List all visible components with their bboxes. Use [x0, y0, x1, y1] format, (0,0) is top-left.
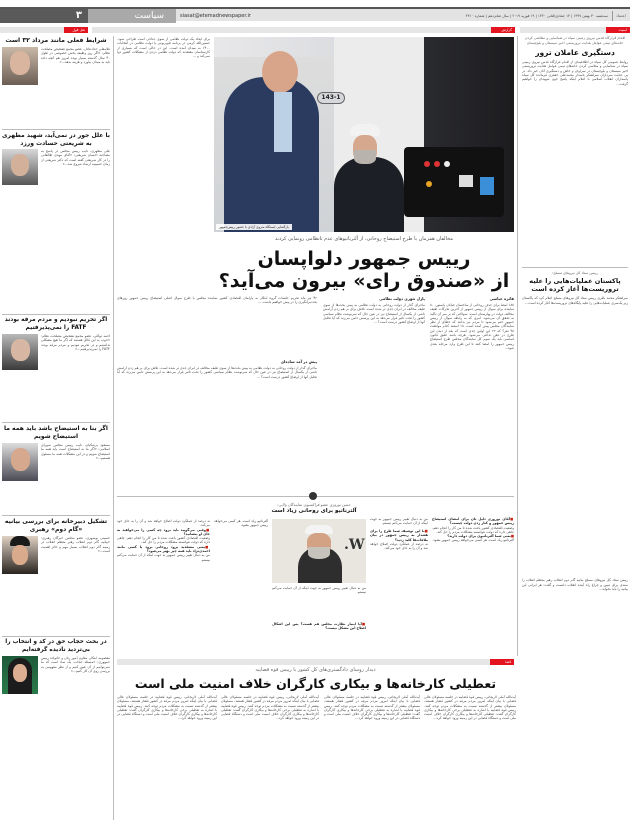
person-left-shirt — [274, 92, 292, 152]
quote-headline: تشکیل دبیرخانه برای بررسی بیانیه «گام دوم» رهبری — [4, 518, 108, 533]
quote-content — [2, 334, 110, 420]
main-kicker: مخالفان همزمان با طرح استیضاح روحانی، از آلترناتیوهای عدم تانظامی رونمایی کردند — [274, 236, 453, 242]
panel-button — [444, 161, 450, 167]
beard — [354, 150, 376, 164]
question-2: ■یعنی شما آلترناتیوی برای دولت دارید؟ — [447, 534, 514, 539]
float-spacer — [2, 443, 41, 483]
quote-headline: اگر تحریم نبودیم و مردم مرفه بودند FATF را نمی‌پذیرفتیم — [4, 317, 108, 331]
quote-body-wrap — [2, 149, 110, 312]
float-spacer — [2, 47, 41, 87]
article-col-1-text: ۱۸۸ امضا برای حذف روحانی از ساختمان خیابان پاستور. ۸۰ نماینده برای سوال از رییس جمهور از آخرین تحرکات طیف مخالف دولت در پهارستان است. سوالاتی که بر سر آن تاکید به تحقق آن می‌شود. امری که به رابطه سوال از رییس جمهور ختم می‌شود تا مردم نیز بدانند که خطای از نظر نمایندگان مجلس پیش آمده است. ۱۸ اسفند کدام موافقت ۹۸ نفر؟ که ۲۲ این اولین جدی است که بعد از دیدن این طرح در ذهن تداعی می‌شود. هرچه باشد طبق قانون اساسی باید یک سوم کل نمایندگان مجلس طرح استیضاح رییس جمهور را امضا کنند تا این طرح وارد مرحله بعدی شود... — [430, 303, 514, 350]
answer-5: من به دنبال تغییر رییس جمهور به جهت اینکه از آن حمایت می‌کنم نیستم. — [117, 553, 210, 562]
divider — [2, 422, 110, 423]
interview-photo-side-text: من به دنبال تغییر رییس جمهور به جهت اینکه از آن حمایت می‌کنم نیستم. — [272, 586, 366, 595]
bottom-col-1: آیت‌الله آملی لاریجانی، رییس قوه قضاییه در جلسه مسئولان عالی قضایی با بیان اینکه امروز مردم مرفه در کشور فشار هستند، مسئولان بیشتر از گذشته نسبت به مشکلات مردم توجه کنند. رییس قوه قضاییه با اشاره به تعطیلی برخی کارخانه‌ها و بیکاری کارگران گفت: تعطیلی کارخانه‌ها و بیکاری کارگران خلاف امنیت ملی است و دستگاه قضایی در این زمینه ورود خواهد کرد... — [424, 695, 516, 721]
quote-body: حسینی بوشهری، عضو مجلس خبرگان رهبری: «بیانیه گام دوم انقلاب رهبر معظم انقلاب در زمینه گام دوم انقلاب بسیار مهم و حائز اهمیت است...» — [41, 536, 110, 553]
bottom-col-2: آیت‌الله آملی لاریجانی، رییس قوه قضاییه در جلسه مسئولان عالی قضایی با بیان اینکه امروز مردم مرفه در کشور فشار هستند، مسئولان بیشتر از گذشته نسبت به مشکلات مردم توجه کنند. رییس قوه قضاییه با اشاره به تعطیلی برخی کارخانه‌ها و بیکاری کارگران گفت: تعطیلی کارخانه‌ها و بیکاری کارگران خلاف امنیت ملی است و دستگاه قضایی در این زمینه ورود خواهد کرد... — [324, 695, 420, 721]
section-title: سیاست — [88, 9, 176, 23]
main-headline — [214, 248, 514, 292]
main-headline-line2: از «صندوق رای» بیرون می‌آید؟ — [218, 270, 510, 292]
quote-body-wrap — [2, 334, 110, 420]
quote-item — [2, 317, 110, 420]
article-col-3 — [117, 296, 317, 486]
bottom-bar — [117, 659, 514, 665]
quote-body: معصومه ابتکار، معاون امور زنان و خانواده رییس جمهوری: «مسئله حجاب، یک نماد است که ما نمی‌توانیم از آن عبور کنیم و از نظر مفهومی به بررسی روی آن کار کنیم...» — [41, 656, 110, 673]
byline: فائزه عباسی — [489, 296, 514, 301]
float-spacer — [2, 656, 41, 696]
panel-button — [424, 161, 430, 167]
quote-item — [2, 132, 110, 312]
tag-judiciary: قضا — [490, 659, 514, 665]
section-email[interactable]: siasat@etemadnewspaper.ir — [180, 13, 251, 19]
quote-body: غلامعلی حدادعادل، عضو مجمع تشخیص مصلحت نظام: «اگر روز وظیفه بخش خصوصی در طول ۴۰ سال گذشته بسیار بوده امروز هم آنچه داده باید به میدان بیاورد و هزینه بدهد...» — [41, 47, 110, 64]
question-6-text: آیا اینبار نظارت مجلس هم هست؟ پس این اشکال اصلاح این مشکل نیست؟ — [272, 622, 366, 631]
quote-content — [2, 443, 110, 513]
question-3: ■با این توصیف شما طرح را برای هشدار به رییس جمهور در بیان ملاقات‌ها کلید زدید؟ — [370, 529, 428, 542]
question-5: ■یعنی معتقدید برود روحانی برود یا کسی مانند احمدی‌نژاد باید همه چیز بهتر می‌شود؟ — [117, 544, 210, 554]
float-spacer — [2, 334, 41, 372]
right-column — [522, 36, 628, 658]
newspaper-logo: اعتماد — [612, 11, 626, 21]
page-number: ۳ — [0, 9, 88, 23]
interview-col-1 — [432, 517, 514, 628]
answer-3b: نه درصد از عملکرد دولت اصلاح خواهد شد و آن را به جای خود می‌کند. — [370, 541, 428, 551]
quote-headline: با علل جور در نمی‌آید، شهید مطهری به شریعتی حسادت ورزد — [2, 132, 110, 147]
story2-body: سرلشکر محمد باقری رییس ستاد کل نیروهای مسلح اعلام کرد که پاکستان زیر یک‌سری عملیات‌هایی را علیه پایگاه‌های تروریست‌ها آغاز کرده است... — [522, 296, 628, 305]
quote-item — [2, 639, 110, 746]
left-divider — [113, 36, 114, 820]
person-left-suit — [224, 77, 319, 232]
interview-col-5 — [272, 586, 366, 631]
person-left-face — [262, 51, 298, 93]
question-2-text: یعنی شما آلترناتیوی برای دولت دارید؟ — [447, 534, 511, 539]
question-4-text: وقتی می‌گویید باید برود چه کسی را می‌خواهید به جای او بنشانید؟ — [117, 527, 210, 536]
masthead — [0, 7, 630, 21]
photo-metro — [214, 37, 514, 232]
answer-4: نه درصد از عملکرد دولت اصلاح خواهد شد و آن را به جای خود می‌کند. — [117, 519, 210, 528]
story1-headline: دستگیری عاملان ترور — [535, 48, 615, 58]
person-center-robe — [334, 157, 404, 232]
article-col-2 — [323, 296, 425, 493]
interview-kicker: حسن نوروزی عضو فراکسیون نمایندگان ولایی: — [277, 502, 351, 507]
center-column-bar — [92, 27, 515, 33]
photo-nowruzi — [272, 519, 366, 583]
right-divider — [517, 36, 518, 656]
quote-item — [2, 425, 110, 513]
quote-body: علی مطهری، نایب رییس مجلس در پاسخ به مصاحبه احسان شریعتی: «آقای مهدی طالقانی را در کار شریعتی گفته است که دکتر شریعتی از زمان حسینیه ارشاد شروع شد...» — [41, 149, 110, 166]
quote-body-wrap — [2, 443, 110, 513]
center-side-text: برای ایجاد یک دولت نظامی از سوی جناحی است طراحی شود. حسین‌الله کرمی در برنامه تلویزیونی با دولت نظامی در انتخابات ۱۴۰۰ به میدان آمده است. این در حالی است که بسیاری از کارشناسان معتقدند که دولت نظامی دردی از مشکلات کشور دوا نمی‌کند و ... — [117, 37, 210, 59]
quote-headline: شرایط فعلی مانند مرداد ۳۲ است — [5, 37, 107, 44]
subhead-intro: پیش در آمد ساده‌ای — [280, 359, 317, 364]
photo-caption: بازگشایی ایستگاه متروی آزادی با حضور رییس‌جمهور — [216, 224, 292, 230]
article-col-1 — [430, 296, 514, 493]
float-spacer — [2, 536, 41, 576]
answer-4b: وضعیت اقتصادی کشور باعث شده تا من کار را انجام دهم. چاهی داره که دولت نتوانسته مشکلات مردم را حل کند. — [117, 536, 210, 545]
quote-content — [2, 656, 110, 746]
interview-col-4 — [117, 519, 210, 613]
left-column — [2, 37, 110, 746]
right-column-bar — [520, 27, 630, 33]
story-divider — [522, 267, 628, 268]
bottom-col-4: آیت‌الله آملی لاریجانی، رییس قوه قضاییه در جلسه مسئولان عالی قضایی با بیان اینکه امروز مردم مرفه در کشور فشار هستند، مسئولان بیشتر از گذشته نسبت به مشکلات مردم توجه کنند. رییس قوه قضاییه با اشاره به تعطیلی برخی کارخانه‌ها و بیکاری کارگران گفت: تعطیلی کارخانه‌ها و بیکاری کارگران خلاف امنیت ملی است و دستگاه قضایی در این زمینه ورود خواهد کرد... — [117, 695, 217, 721]
question-1-text: آقای نوروزی دلیل تان برای امضای استیضاح رییس جمهور و کنار زدن دولت چیست؟ — [432, 517, 514, 526]
bottom-kicker: دیدار روسای دادگستری‌های کل کشور با رییس قوه قضاییه — [255, 667, 376, 673]
control-panel — [404, 147, 504, 217]
question-5-text: یعنی معتقدید برود روحانی برود یا کسی مانند احمدی‌نژاد باید همه چیز بهتر می‌شود؟ — [117, 544, 210, 554]
divider — [2, 314, 110, 315]
answer-3: من به دنبال تغییر رییس جمهور به جهت اینکه از آن حمایت می‌کنم نیستم. — [370, 517, 428, 526]
answer-2: آلترناتیو زیاد است. هر کسی می‌خواهد رییس جمهور بشود. — [432, 538, 514, 543]
quote-content — [2, 47, 110, 127]
answer-1: وضعیت اقتصادی کشور باعث شده تا من کار را انجام دهم. چاهی داره که دولت نتوانسته مشکلات مردم را حل کند. — [432, 525, 514, 534]
quote-item — [2, 37, 110, 127]
interview-col-2 — [370, 517, 428, 642]
question-1: ■آقای نوروزی دلیل تان برای امضای استیضاح رییس جمهور و کنار زدن دولت چیست؟ — [432, 517, 514, 526]
train-number-badge: 143-1 — [317, 92, 345, 104]
subhead-military-govt: پازل تئوری دولت نظامی — [379, 296, 425, 301]
interview-col-3 — [214, 519, 268, 639]
beard — [308, 547, 330, 559]
article-col-2-text: ماجرای گذار از دولت روحانی به دولت نظامی به پیش بحث‌ها از سوی طیف مخالف در ایران جدی تر شده است. تلاش برای بر هم زدن آرامش ناشی از یکسال از استیضاح نیز در عین حال که سرنوشت نظام سیاسی کشور را تحت تاثیر قرار می‌دهد به این پرسش دامن می‌زند که آیا تحلیل آنها از اوضاع کشور درست است؟ ... — [323, 303, 425, 325]
quote-icon — [309, 492, 317, 500]
interview-col-3-text: آلترناتیو زیاد است. هر کسی می‌خواهد رییس جمهور بشود. — [214, 519, 268, 528]
article-col-3-text: ۴۲ تیر ماه تحریم جلسات گروه ابتکار به پارلمان اقتصادی کشور نماینده مجلس با طرح سوال اصلی استیضاح رییس جمهور روزهای بحث‌برانگیزی را در پیش خواهیم داشت ... — [117, 296, 317, 305]
story3-body: رییس ستاد کل نیروهای مسلح بیانیه گام دوم انقلاب رهبر معظم انقلاب را سندی برای تبیین و چراغ راه آینده انقلاب دانست و گفت: هر ایرانی این بیانیه را باید بخواند... — [522, 578, 628, 592]
quote-content — [2, 149, 110, 312]
panel-button — [434, 161, 440, 167]
main-headline-line1: رییس جمهور دلواپسان — [257, 248, 471, 270]
quote-body-wrap — [2, 536, 110, 634]
story1-kicker: اقدام قرارگاه قدس نیروی زمینی سپاه در شناسایی و متلاشی کردن خانه‌های تیمی عوامل هدایت تروریستی اخیر سیستان و بلوچستان — [524, 36, 626, 45]
panel-screen — [480, 177, 494, 195]
tag-security: امنیت — [606, 27, 630, 33]
float-spacer — [2, 149, 41, 187]
divider — [2, 636, 110, 637]
quote-body-wrap — [2, 656, 110, 746]
tag-quote: نقل قول — [64, 27, 88, 33]
quote-body-wrap — [2, 47, 110, 127]
quote-content — [2, 536, 110, 634]
quote-body: احمد توکلی، عضو مجمع تشخیص مصلحت نظام: «خوب به این قائل هستند که اگر ما هیچ مشکلی نداشتیم و در تحریم نبودیم و مردم مرفه بودند FATF را نمی‌پذیرفتیم...» — [41, 334, 110, 351]
bottom-col-3: آیت‌الله آملی لاریجانی، رییس قوه قضاییه در جلسه مسئولان عالی قضایی با بیان اینکه امروز مردم مرفه در کشور فشار هستند، مسئولان بیشتر از گذشته نسبت به مشکلات مردم توجه کنند. رییس قوه قضاییه با اشاره به تعطیلی برخی کارخانه‌ها و بیکاری کارگران گفت: تعطیلی کارخانه‌ها و بیکاری کارگران خلاف امنیت ملی است و دستگاه قضایی در این زمینه ورود خواهد کرد... — [221, 695, 319, 721]
quote-body: مسعود پزشکیان، نایب رییس مجلس شورای اسلامی: «اگر بنا به استیضاح است باید همه ما استیضاح شویم و در این مشکلات همه ما مسئول هستیم...» — [41, 443, 110, 460]
panel-button — [426, 181, 432, 187]
divider — [2, 515, 110, 516]
quote-headline: در بحث حجاب حق در کد و انتخاب را بی‌تردید نادیده گرفته‌ایم — [5, 639, 107, 653]
left-column-bar — [0, 27, 88, 33]
divider — [2, 129, 110, 130]
bottom-headline: تعطیلی کارخانه‌ها و بیکاری کارگران خلاف امنیت ملی است — [134, 676, 497, 691]
question-3-text: با این توصیف شما طرح را برای هشدار به رییس جمهور در بیان ملاقات‌ها کلید زدید؟ — [370, 529, 428, 542]
tag-report: گزارش — [491, 27, 515, 33]
article-col-3b-text: ماجرای گذار از دولت روحانی به دولت نظامی به پیش بحث‌ها از سوی طیف مخالف در ایران جدی تر شده است. تلاش برای بر هم زدن آرامش ناشی از یکسال از استیضاح نیز در عین حال که سرنوشت نظام سیاسی کشور را تحت تاثیر قرار می‌دهد به این پرسش دامن می‌زند که آیا تحلیل آنها از اوضاع کشور درست است؟ ... — [117, 366, 317, 379]
question-6: ■آیا اینبار نظارت مجلس هم هست؟ پس این اشکال اصلاح این مشکل نیست؟ — [272, 622, 366, 631]
date-line: سه‌شنبه ۳۰ بهمن ۱۳۹۷ | ۱۴ جمادی‌الثانی ۱۴۴۰ | ۱۹ فوریه ۲۰۱۹ | سال شانزدهم | شماره ۴۳۱۰ — [465, 14, 608, 18]
story2-headline: پاکستان عملیات‌هایی را علیه تروریست‌ها آغاز کرده است — [529, 277, 621, 294]
quote-headline: اگر بنا به استیضاح باشد باید همه ما استیضاح شویم — [4, 425, 108, 440]
background-logo: W. — [344, 537, 365, 553]
story1-body: روابط عمومی کل سپاه در اطلاعیه‌ای از اقدام قرارگاه قدس نیروی زمینی سپاه در شناسایی و متلاشی کردن خانه‌های تیمی عوامل هدایت تروریستی اخیر سیستان و بلوچستان در سراوان و خاش و دستگیری آنان خبر داد. در پی جنایت سرداران سرلشکر پاسدار محمدعلی جعفری فرمانده کل سپاه پاسداران انقلاب اسلامی با اعلام اینکه پاسخ خون شهیدان را خواهیم گرفت... — [522, 60, 628, 86]
story2-kicker: رییس ستاد کل نیروهای مسلح: — [552, 271, 598, 276]
interview-headline: آلترناتیو برای روحانی زیاد است — [271, 508, 357, 514]
question-4: ■وقتی می‌گویید باید برود چه کسی را می‌خواهید به جای او بنشانید؟ — [117, 527, 210, 536]
quote-item — [2, 518, 110, 634]
panel-display — [459, 175, 473, 187]
